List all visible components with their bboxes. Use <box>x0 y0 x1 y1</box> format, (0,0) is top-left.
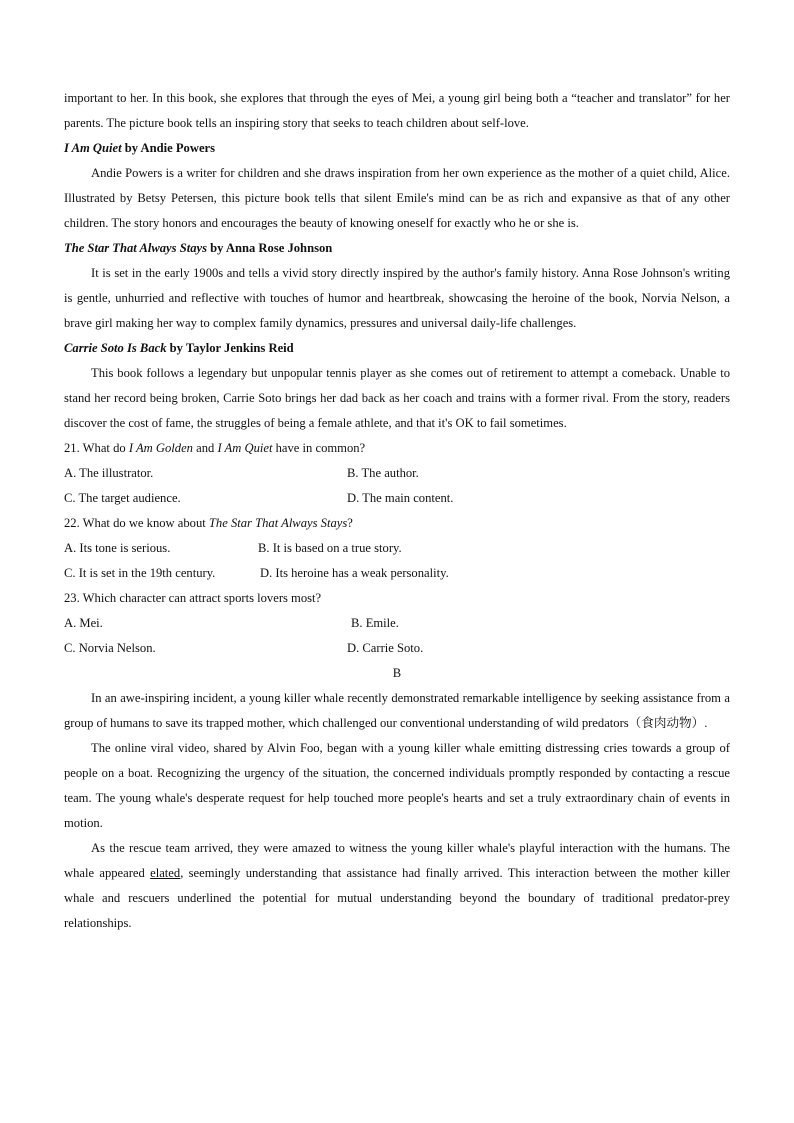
options-row <box>64 561 730 586</box>
option-a: A. Mei. <box>64 616 103 630</box>
underlined-word: elated <box>150 866 181 880</box>
book-description: Andie Powers is a writer for children and she draws inspiration from her own experience as the mother of a quiet child, Alice. Illustrated by Betsy Petersen, this picture book tells that silent Emile's mind can be as rich and expansive as that of any other children. The story honors and encourages the beauty of knowing oneself for exactly who he or she is. <box>64 166 730 230</box>
document-page <box>64 86 730 936</box>
option-d: D. Its heroine has a weak personality. <box>260 566 449 580</box>
option-c: C. Norvia Nelson. <box>64 641 156 655</box>
option-a: A. The illustrator. <box>64 466 154 480</box>
question-stem: 22. What do we know about The Star That Always Stays? <box>64 516 353 530</box>
options-row <box>64 536 730 561</box>
book-heading <box>64 236 730 261</box>
question-stem: 21. What do I Am Golden and I Am Quiet have in common? <box>64 441 366 455</box>
book-description: This book follows a legendary but unpopular tennis player as she comes out of retirement to attempt a comeback. Unable to stand her record being broken, Carrie Soto brings her dad back as her coach and trains with a former rival. From the story, readers discover the cost of fame, the struggles of being a female athlete, and that it's OK to fail sometimes. <box>64 366 730 430</box>
intro-paragraph-tail: important to her. In this book, she explores that through the eyes of Mei, a young girl being both a “teacher and translator” for her parents. The picture book tells an inspiring story that seeks to teach children about self-love. <box>64 91 730 130</box>
option-a: A. Its tone is serious. <box>64 541 171 555</box>
book-title: I Am Quiet <box>64 141 122 155</box>
options-row <box>64 486 730 511</box>
passage-paragraph: The online viral video, shared by Alvin Foo, began with a young killer whale emitting distressing cries towards a group of people on a boat. Recognizing the urgency of the situation, the concerned individuals promptly responded by contacting a rescue team. The young whale's desperate request for help touched more people's hearts and set a truly extraordinary chain of events in motion. <box>64 741 730 830</box>
option-b: B. The author. <box>347 466 419 480</box>
book-description: It is set in the early 1900s and tells a vivid story directly inspired by the author's family history. Anna Rose Johnson's writing is gentle, unhurried and reflective with touches of humor and heartbreak, showcasing the heroine of the book, Norvia Nelson, a brave girl making her way to complex family dynamics, pressures and universal daily-life challenges. <box>64 266 730 330</box>
book-title-ref: I Am Golden <box>128 441 193 455</box>
options-row <box>64 636 730 661</box>
book-title-ref: The Star That Always Stays <box>208 516 348 530</box>
book-title: The Star That Always Stays <box>64 241 207 255</box>
option-b: B. It is based on a true story. <box>258 541 402 555</box>
section-label: B <box>392 666 402 680</box>
options-row <box>64 611 730 636</box>
options-row <box>64 461 730 486</box>
passage-paragraph: As the rescue team arrived, they were amazed to witness the young killer whale's playful interaction with the humans. The whale appeared elated, seemingly understanding that assistance had finally arrived. This interaction between the mother killer whale and rescuers underlined the potential for mutual understanding beyond the boundary of traditional predator-prey relationships. <box>64 841 730 930</box>
option-d: D. Carrie Soto. <box>347 641 424 655</box>
book-author: by Taylor Jenkins Reid <box>166 341 294 355</box>
book-heading <box>64 336 730 361</box>
book-title-ref: I Am Quiet <box>217 441 273 455</box>
question-stem: 23. Which character can attract sports lovers most? <box>64 591 322 605</box>
passage-paragraph: In an awe-inspiring incident, a young killer whale recently demonstrated remarkable intelligence by seeking assistance from a group of humans to save its trapped mother, which challenged our conventional understanding of wild predators（食肉动物）. <box>64 691 730 730</box>
option-c: C. The target audience. <box>64 491 181 505</box>
option-d: D. The main content. <box>347 491 454 505</box>
option-c: C. It is set in the 19th century. <box>64 566 216 580</box>
book-author: by Andie Powers <box>121 141 216 155</box>
book-heading <box>64 136 730 161</box>
option-b: B. Emile. <box>351 616 399 630</box>
book-title: Carrie Soto Is Back <box>64 341 167 355</box>
book-author: by Anna Rose Johnson <box>206 241 333 255</box>
